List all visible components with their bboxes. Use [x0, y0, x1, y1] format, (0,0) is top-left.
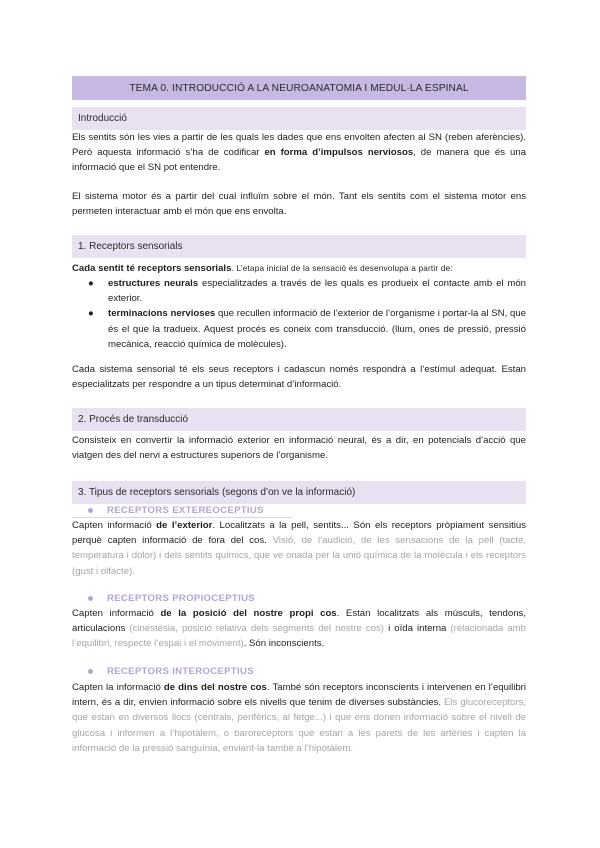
list-item: ● terminacions nervioses que recullen informació de l’exterior de l’organisme i portar-la al SN, que és el que la tradueix. Aquest procés es coneix com transducció. (llum, ones de pressió, pressió mecànica, reacció química de molècules). [88, 308, 526, 350]
section-heading-intro [72, 107, 526, 130]
subheading-interoceptius: RECEPTORS INTEROCEPTIUS [88, 666, 254, 677]
bullet-icon [88, 508, 93, 513]
interoceptius-paragraph: Capten la informació de dins del nostre cos. També són receptors inconscients i intervenen en l’equilibri intern, és a dir, envien informació sobre els nivells que tenim de diverses substàncies. Els glucoreceptors, que estan en diversos llocs (centrals, perifèrics, al fetge...) i que ens donen informació sobre el nivell de glucosa i informen a l’hipotàlem, o baroreceptors que estan a les parets de les artèries i capten la informació de la pressió sanguínia, enviant-la també a l’hipotàlem. [72, 682, 527, 754]
receptors-bullet-list [72, 276, 526, 352]
transduccio-heading-text: 2. Procés de transducció [78, 414, 189, 425]
bullet-icon [88, 669, 93, 674]
receptors-heading-text: 1. Receptors sensorials [78, 241, 183, 252]
bullet-icon: ● [88, 308, 94, 320]
receptors-paragraph: Cada sistema sensorial té els seus receptors i cadascun només respondrà a l’estímul adequat. Estan especialitzats per respondre a un tipus determinat d’informació. [72, 364, 526, 391]
list-item: ● estructures neurals especialitzades a través de les quals es produeix el contacte amb el món exterior. [88, 278, 526, 305]
extereoceptius-paragraph: Capten informació de l’exterior. Localitzats a la pell, sentits... Són els receptors pròpiament sensitius perquè capten informació de fora del cos. Visió, de l’audició, de les sensacions de la pell (tacte, temperatura i dolor) i dels sentits químics, que ve onada per la unió química de la molècula i els receptors (gust i olfacte). [72, 520, 527, 577]
intro-paragraph-2: El sistema motor és a partir del cual influïm sobre el món. Tant els sentits com el sistema motor ens permeten interactuar amb el món que ens envolta. [72, 191, 526, 218]
intro-paragraph-1: Els sentits són les vies a partir de les quals les dades que ens envolten afecten al SN (reben aferències). Però aquesta informació s’ha de codificar en forma d’impulsos nerviosos, de manera que és una informació que el SN pot entendre. [72, 132, 527, 174]
bullet-icon: ● [88, 278, 94, 289]
transduccio-paragraph: Consisteix en convertir la informació exterior en informació neural, és a dir, en potencials d’acció que viatgen des del nervi a estructures superiors de l’organisme. [72, 435, 526, 462]
bullet-icon [88, 596, 93, 601]
intro-heading-text: Introducció [78, 113, 127, 124]
section-heading-tipus [72, 481, 526, 504]
subheading-extereoceptius: RECEPTORS EXTEREOCEPTIUS [88, 505, 264, 516]
document-title [72, 76, 526, 100]
receptors-lead: Cada sentit té receptors sensorials. L’etapa inicial de la sensació és desenvolupa a partir de: [72, 263, 453, 274]
section-heading-receptors [72, 235, 526, 258]
subheading-propioceptius: RECEPTORS PROPIOCEPTIUS [88, 593, 255, 604]
tipus-heading-text: 3. Tipus de receptors sensorials (segons d’on ve la informació) [78, 487, 356, 498]
propioceptius-paragraph: Capten informació de la posició del nostre propi cos. Estan localitzats als músculs, tendons, articulacions (cinestèsia, posició relativa dels segments del nostre cos) i oïda interna (relacionada amb l’equilibri, respecte l’espai i el moviment). Són inconscients. [72, 608, 526, 650]
section-heading-transduccio [72, 408, 526, 431]
document-title-text: TEMA 0. INTRODUCCIÓ A LA NEUROANATOMIA I MEDUL·LA ESPINAL [129, 82, 469, 94]
